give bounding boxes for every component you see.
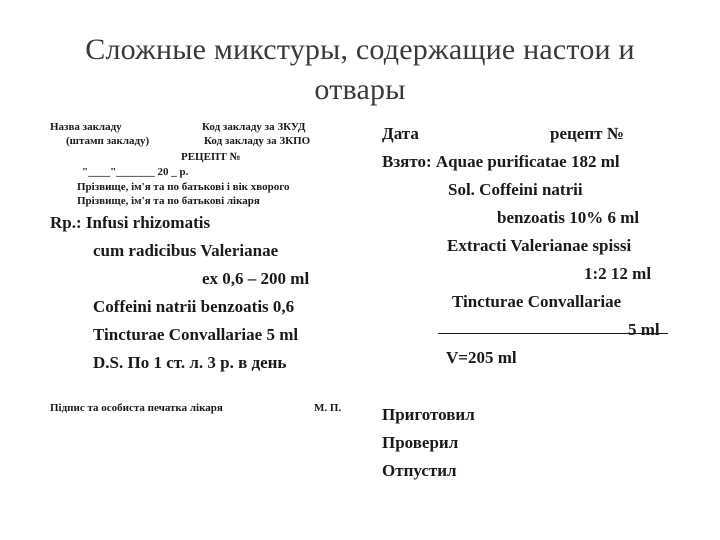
- prepared-label: Приготовил: [382, 405, 475, 424]
- taken-line-3: benzoatis 10% 6 ml: [497, 208, 640, 227]
- recipe-label: рецепт №: [550, 124, 624, 143]
- checked-label: Проверил: [382, 433, 459, 452]
- rx-line-1: Rp.: Infusi rhizomatis: [50, 213, 211, 232]
- recipe-number-label: РЕЦЕПТ №: [181, 151, 241, 163]
- rx-line-3: ex 0,6 – 200 ml: [202, 269, 310, 288]
- title-line-1: Сложные микстуры, содержащие настои и: [85, 33, 635, 66]
- patient-label: Прізвище, ім'я та по батькові і вік хворого: [77, 181, 290, 193]
- signature-label: Підпис та особиста печатка лікаря: [50, 402, 223, 414]
- rx-line-5: Tincturae Convallariae 5 ml: [93, 325, 299, 344]
- total-divider: [438, 333, 668, 334]
- slide-title: [30, 30, 690, 110]
- taken-line-7: 5 ml: [628, 320, 660, 339]
- stamp-label: (штамп закладу): [66, 135, 150, 147]
- taken-line-4: Extracti Valerianae spissi: [447, 236, 632, 255]
- taken-line-2: Sol. Coffeini natrii: [448, 180, 583, 199]
- dispensed-label: Отпустил: [382, 461, 457, 480]
- title-line-2: отвары: [314, 73, 406, 106]
- rx-line-6: D.S. По 1 ст. л. 3 р. в день: [93, 353, 287, 372]
- rx-line-4: Coffeini natrii benzoatis 0,6: [93, 297, 295, 316]
- doctor-label: Прізвище, ім'я та по батькові лікаря: [77, 195, 260, 207]
- rx-line-2: cum radicibus Valerianae: [93, 241, 279, 260]
- taken-line-5: 1:2 12 ml: [584, 264, 652, 283]
- date-line: "____"_______ 20 _ р.: [82, 166, 189, 178]
- date-label: Дата: [382, 124, 419, 143]
- code-zkud-label: Код закладу за ЗКУД: [202, 121, 306, 133]
- taken-line-1: Взято: Aquae purificatae 182 ml: [382, 152, 620, 171]
- taken-line-6: Tincturae Convallariae: [452, 292, 622, 311]
- code-zkpo-label: Код закладу за ЗКПО: [204, 135, 311, 147]
- total-volume: V=205 ml: [446, 348, 517, 367]
- seal-label: М. П.: [314, 402, 342, 414]
- institution-label: Назва закладу: [50, 121, 122, 133]
